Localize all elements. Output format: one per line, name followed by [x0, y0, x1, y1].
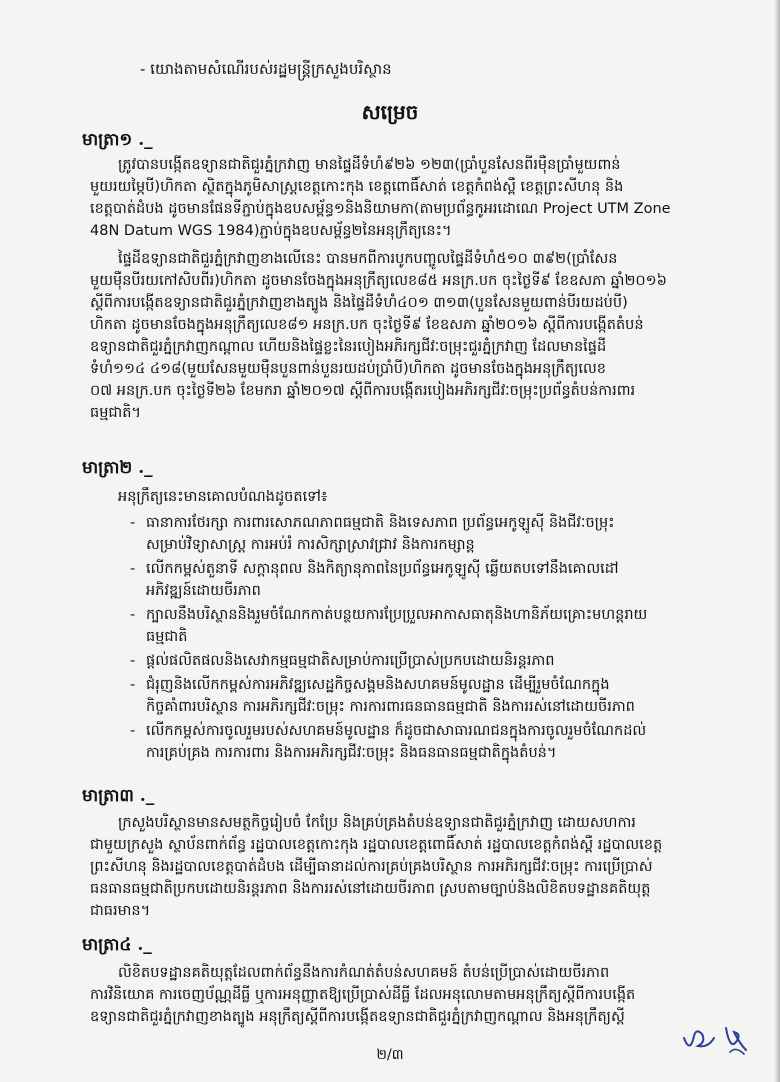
- text-line: ធម្មជាតិ។: [90, 405, 141, 421]
- article-4-paragraph-1: [90, 962, 710, 1028]
- text-line: កិច្ចគាំពារបរិស្ថាន ការអភិរក្សជីវៈចម្រុះ ការការពារធនធានធម្មជាតិ និងការរស់នៅដោយចីរភាព: [146, 699, 635, 715]
- text-line: លើកកម្ពស់តួនាទី សក្តានុពល និងកិត្យានុភាពនៃប្រព័ន្ធអេកូឡូស៊ី ឆ្លើយតបទៅនឹងគោលដៅ: [146, 561, 619, 577]
- list-item: - ធានាការថែរក្សា ការពារសោភណភាពធម្មជាតិ និងទេសភាព ប្រព័ន្ធអេកូឡូស៊ី និងជីវៈចម្រុះ សម្រាប់វិទ្យាសាស្ត្រ ការអប់រំ ការសិក្សាស្រាវជ្រាវ និងការកម្សាន្ត: [130, 512, 720, 556]
- text-line: មួយរយម្ភៃបី)ហិកតា ស្ថិតក្នុងភូមិសាស្ត្រខេត្តកោះកុង ខេត្តពោធិ៍សាត់ ខេត្តកំពង់ស្ពឺ ខេត្តព្រះសីហនុ និង: [90, 179, 624, 195]
- list-item: - ផ្តល់ផលិតផលនិងសេវាកម្មធម្មជាតិសម្រាប់ការប្រើប្រាស់ប្រកបដោយនិរន្តរភាព: [130, 650, 720, 672]
- decision-heading: សម្រេច: [361, 100, 419, 124]
- article-3-paragraph-1: [90, 812, 710, 922]
- article-2-lead: [90, 486, 710, 508]
- intro-reference-line: - យោងតាមសំណើរបស់រដ្ឋមន្ត្រីក្រសួងបរិស្ថាន: [140, 60, 392, 78]
- text-line: ធានាការថែរក្សា ការពារសោភណភាពធម្មជាតិ និងទេសភាព ប្រព័ន្ធអេកូឡូស៊ី និងជីវៈចម្រុះ: [146, 515, 615, 531]
- text-line: ជាមួយក្រសួង ស្ថាប័នពាក់ព័ន្ធ រដ្ឋបាលខេត្តកោះកុង រដ្ឋបាលខេត្តពោធិ៍សាត់ រដ្ឋបាលខេត្តកំពង់ស្ពឺ រដ្ឋបាលខេត្ត: [90, 837, 663, 853]
- article-4-heading: មាត្រា៤ ._: [82, 935, 152, 955]
- text-line: ហិកតា ដូចមានចែងក្នុងអនុក្រឹត្យលេខ៨១ អនក្រ.បក ចុះថ្ងៃទី៩ ខែឧសភា ឆ្នាំ២០១៦ ស្តីពីការបង្កើតតំបន់: [90, 317, 644, 333]
- handwritten-initials-icon: [680, 1020, 750, 1060]
- text-line: អភិវឌ្ឍន៍ដោយចីរភាព: [146, 583, 261, 599]
- text-line: អនុក្រឹត្យនេះមានគោលបំណងដូចតទៅ៖: [118, 489, 328, 505]
- list-item: - លើកកម្ពស់តួនាទី សក្តានុពល និងកិត្យានុភាពនៃប្រព័ន្ធអេកូឡូស៊ី ឆ្លើយតបទៅនឹងគោលដៅ អភិវឌ្ឍន៍ដោយចីរភាព: [130, 558, 720, 602]
- article-2-objectives-list: [130, 512, 720, 766]
- text-line: ស្តីពីការបង្កើតឧទ្យានជាតិជួរភ្នំក្រវាញខាងត្បូង និងផ្ទៃដីទំហំ៤០១ ៣១៣(បួនសែនមួយពាន់បីរយដប់បី): [90, 295, 628, 311]
- text-line: សម្រាប់វិទ្យាសាស្ត្រ ការអប់រំ ការសិក្សាស្រាវជ្រាវ និងការកម្សាន្ត: [146, 537, 475, 553]
- text-line: ទំហំ១១៤ ៤១៨(មួយសែនមួយម៉ឺនបួនពាន់បួនរយដប់ប្រាំបី)ហិកតា ដូចមានចែងក្នុងអនុក្រឹត្យលេខ: [90, 361, 606, 377]
- text-line: ផ្តល់ផលិតផលនិងសេវាកម្មធម្មជាតិសម្រាប់ការប្រើប្រាស់ប្រកបដោយនិរន្តរភាព: [146, 653, 555, 669]
- text-line: លិខិតបទដ្ឋានគតិយុត្តដែលពាក់ព័ន្ធនឹងការកំណត់តំបន់សហគមន៍ តំបន់ប្រើប្រាស់ដោយចីរភាព: [118, 965, 610, 981]
- text-line: ក្រសួងបរិស្ថានមានសមត្ថកិច្ចរៀបចំ កែប្រែ និងគ្រប់គ្រងតំបន់ឧទ្យានជាតិជួរភ្នំក្រវាញ ដោយសហការ: [118, 815, 636, 831]
- text-line: ត្រូវបានបង្កើតឧទ្យានជាតិជួរភ្នំក្រវាញ មានផ្ទៃដីទំហំ៩២៦ ១២៣(ប្រាំបួនសែនពីរម៉ឺនប្រាំមួយពាន់: [118, 157, 621, 173]
- article-2-heading: មាត្រា២ ._: [82, 458, 153, 478]
- text-line: ឧទ្យានជាតិជួរភ្នំក្រវាញកណ្តាល ហើយនិងផ្ទៃខ្លះនៃរបៀងអភិរក្សជីវៈចម្រុះជួរភ្នំក្រវាញ ដែលមានផ្ទៃដី: [90, 339, 607, 355]
- text-line: ព្រះសីហនុ និងរដ្ឋបាលខេត្តបាត់ដំបង ដើម្បីធានាដល់ការគ្រប់គ្រងបរិស្ថាន ការអភិរក្សជីវៈចម្រុះ ការប្រើប្រាស់: [90, 859, 653, 875]
- text-line: ធនធានធម្មជាតិប្រកបដោយនិរន្តរភាព និងការរស់នៅដោយចីរភាព ស្របតាមច្បាប់និងលិខិតបទដ្ឋានគតិយុត្ត: [90, 881, 651, 897]
- list-item: - ជំរុញនិងលើកកម្ពស់ការអភិវឌ្ឍសេដ្ឋកិច្ចសង្គមនិងសហគមន៍មូលដ្ឋាន ដើម្បីរួមចំណែកក្នុង កិច្ចគាំពារបរិស្ថាន ការអភិរក្សជីវៈចម្រុះ ការការពារធនធានធម្មជាតិ និងការរស់នៅដោយចីរភាព: [130, 674, 720, 718]
- article-3-heading: មាត្រា៣ ._: [82, 786, 155, 806]
- article-1-paragraph-2: [90, 248, 710, 424]
- article-1-heading: មាត្រា១ ._: [82, 130, 153, 150]
- text-line: ធម្មជាតិ: [146, 629, 188, 645]
- list-item: - លើកកម្ពស់ការចូលរួមរបស់សហគមន៍មូលដ្ឋាន ក៏ដូចជាសាធារណជនក្នុងការចូលរួមចំណែកដល់ ការគ្រប់គ្រង ការការពារ និងការអភិរក្សជីវៈចម្រុះ និងធនធានធម្មជាតិក្នុងតំបន់។: [130, 720, 720, 764]
- text-line: ០៧ អនក្រ.បក ចុះថ្ងៃទី២៦ ខែមករា ឆ្នាំ២០១៧ ស្តីពីការបង្កើតរបៀងអភិរក្សជីវៈចម្រុះប្រព័ន្ធតំបន់ការពារ: [90, 383, 636, 399]
- text-line: មួយម៉ឺនបីរយកៅសិបពីរ)ហិកតា ដូចមានចែងក្នុងអនុក្រឹត្យលេខ៨៥ អនក្រ.បក ចុះថ្ងៃទី៩ ខែឧសភា ឆ្នាំ២០១៦: [90, 273, 667, 289]
- list-item: - ក្បាលនឹងបរិស្ថាននិងរួមចំណែកកាត់បន្ថយការប្រែប្រួលអាកាសធាតុនិងហានិភ័យគ្រោះមហន្តរាយ ធម្មជាតិ: [130, 604, 720, 648]
- text-line: ឧទ្យានជាតិជួរភ្នំក្រវាញខាងត្បូង អនុក្រឹត្យស្តីពីការបង្កើតឧទ្យានជាតិជួរភ្នំក្រវាញកណ្តាល និងអនុក្រឹត្យស្តី: [90, 1009, 625, 1025]
- text-line: ជំរុញនិងលើកកម្ពស់ការអភិវឌ្ឍសេដ្ឋកិច្ចសង្គមនិងសហគមន៍មូលដ្ឋាន ដើម្បីរួមចំណែកក្នុង: [146, 677, 610, 693]
- text-line: ជាធរមាន។: [90, 903, 151, 919]
- text-line: លើកកម្ពស់ការចូលរួមរបស់សហគមន៍មូលដ្ឋាន ក៏ដូចជាសាធារណជនក្នុងការចូលរួមចំណែកដល់: [146, 723, 647, 739]
- text-line: ការវិនិយោគ ការចេញប័ណ្ណដីធ្លី ឬការអនុញ្ញាតឱ្យប្រើប្រាស់ដីធ្លី ដែលអនុលោមតាមអនុក្រឹត្យស្តីពីការបង្កើត: [90, 987, 636, 1003]
- text-line: ការគ្រប់គ្រង ការការពារ និងការអភិរក្សជីវៈចម្រុះ និងធនធានធម្មជាតិក្នុងតំបន់។: [146, 745, 557, 761]
- text-line: ខេត្តបាត់ដំបង ដូចមានផែនទីភ្ជាប់ក្នុងឧបសម្ព័ន្ធ១និងនិយាមកា(តាមប្រព័ន្ធកូអរដោណេ Project UTM Zone: [90, 201, 671, 217]
- page-number: ២/៣: [376, 1047, 404, 1063]
- article-1-paragraph-1: [90, 154, 710, 242]
- text-line: ផ្ទៃដីឧទ្យានជាតិជួរភ្នំក្រវាញខាងលើនេះ បានមកពីការបូកបញ្ចូលផ្ទៃដីទំហំ៥១០ ៣៩២(ប្រាំសែន: [118, 251, 618, 267]
- text-line: ក្បាលនឹងបរិស្ថាននិងរួមចំណែកកាត់បន្ថយការប្រែប្រួលអាកាសធាតុនិងហានិភ័យគ្រោះមហន្តរាយ: [146, 607, 648, 623]
- text-line: 48N Datum WGS 1984)ភ្ជាប់ក្នុងឧបសម្ព័ន្ធ២នៃអនុក្រឹត្យនេះ។: [90, 223, 452, 239]
